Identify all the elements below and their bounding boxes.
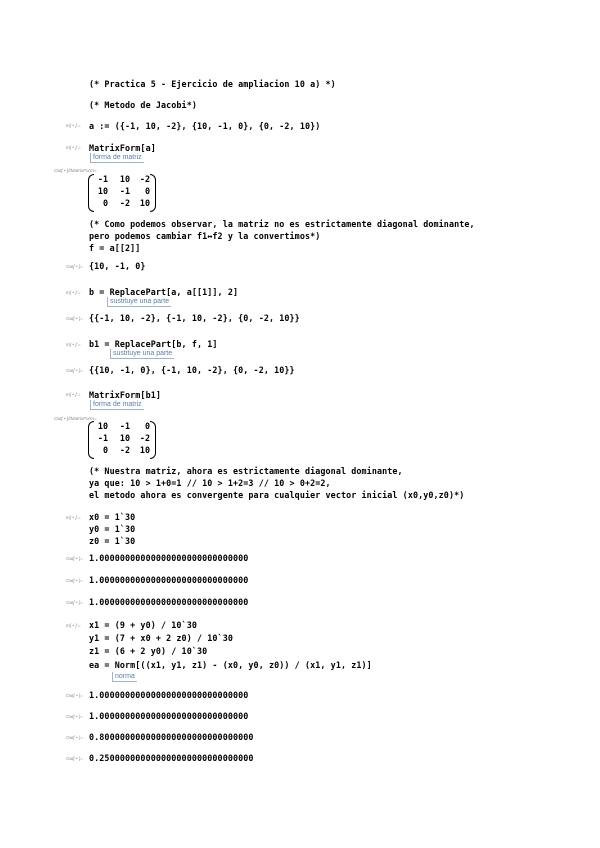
- matrix-cell: -1: [119, 421, 130, 431]
- input-cell-define-b[interactable]: b = ReplacePart[a, a[[1]], 2]: [89, 287, 239, 297]
- matrix-b1-output: [88, 421, 156, 459]
- input-cell-x0[interactable]: x0 = 1`30: [89, 512, 136, 522]
- matrix-cell: 10: [139, 198, 150, 208]
- input-cell-define-b1[interactable]: b1 = ReplacePart[b, f, 1]: [89, 339, 218, 349]
- output-y1: 1.00000000000000000000000000000: [89, 711, 249, 721]
- matrix-cell: -1: [97, 174, 108, 184]
- input-cell-define-a[interactable]: a := ({-1, 10, -2}, {10, -1, 0}, {0, -2, 10}): [89, 121, 321, 131]
- hint-norma: norma: [112, 672, 137, 682]
- input-cell-ea[interactable]: ea = Norm[((x1, y1, z1) - (x0, y0, z0)) / (x1, y1, z1)]: [89, 660, 372, 670]
- right-paren-icon: [150, 421, 156, 459]
- matrix-cell: -2: [139, 433, 150, 443]
- output-label: Out[ • ]=: [66, 714, 83, 719]
- output-x0: 1.00000000000000000000000000000: [89, 553, 249, 563]
- hint-forma-de-matriz: forma de matriz: [90, 153, 144, 163]
- input-cell-y1[interactable]: y1 = (7 + x0 + 2 z0) / 10`30: [89, 633, 233, 643]
- matrix-cell: 10: [119, 433, 130, 443]
- input-cell-z1[interactable]: z1 = (6 + 2 y0) / 10`30: [89, 646, 208, 656]
- input-cell-y0[interactable]: y0 = 1`30: [89, 524, 136, 534]
- hint-sustituye-una-parte: sustituye una parte: [110, 349, 174, 359]
- matrixform-output-label: Out[ • ]//MatrixForm=: [54, 168, 97, 173]
- matrix-cell: 10: [119, 174, 130, 184]
- comment-dominance-line-3: el metodo ahora es convergente para cualquier vector inicial (x0,y0,z0)*): [89, 490, 465, 500]
- matrix-cell: 10: [97, 421, 108, 431]
- output-z1: 0.800000000000000000000000000000: [89, 732, 254, 742]
- comment-observation-line-2: pero podemos cambiar f1↔f2 y la convertimos*): [89, 231, 321, 241]
- output-x1: 1.00000000000000000000000000000: [89, 690, 249, 700]
- input-label: In[ • ]:=: [66, 623, 81, 628]
- hint-forma-de-matriz: forma de matriz: [90, 400, 144, 410]
- matrix-cell: 10: [139, 445, 150, 455]
- input-label: In[ • ]:=: [66, 123, 81, 128]
- comment-method: (* Metodo de Jacobi*): [89, 100, 197, 110]
- output-f: {10, -1, 0}: [89, 261, 146, 271]
- output-label: Out[ • ]=: [66, 368, 83, 373]
- hint-sustituye-una-parte: sustituye una parte: [107, 297, 171, 307]
- input-cell-x1[interactable]: x1 = (9 + y0) / 10`30: [89, 620, 197, 630]
- matrix-cell: -2: [119, 445, 130, 455]
- output-label: Out[ • ]=: [66, 578, 83, 583]
- output-b: {{-1, 10, -2}, {-1, 10, -2}, {0, -2, 10}}: [89, 313, 300, 323]
- output-y0: 1.00000000000000000000000000000: [89, 575, 249, 585]
- matrix-cell: -2: [119, 198, 130, 208]
- matrix-cell: 0: [144, 186, 150, 196]
- output-ea: 0.250000000000000000000000000000: [89, 753, 254, 763]
- matrix-cell: 0: [144, 421, 150, 431]
- output-label: Out[ • ]=: [66, 693, 83, 698]
- output-label: Out[ • ]=: [66, 600, 83, 605]
- comment-title: (* Practica 5 - Ejercicio de ampliacion 10 a) *): [89, 79, 336, 89]
- comment-observation-line-1: (* Como podemos observar, la matriz no es estrictamente diagonal dominante,: [89, 219, 475, 229]
- matrix-cell: -2: [139, 174, 150, 184]
- input-label: In[ • ]:=: [66, 342, 81, 347]
- output-label: Out[ • ]=: [66, 316, 83, 321]
- input-cell-z0[interactable]: z0 = 1`30: [89, 536, 136, 546]
- output-label: Out[ • ]=: [66, 735, 83, 740]
- right-paren-icon: [150, 174, 156, 212]
- output-label: Out[ • ]=: [66, 264, 83, 269]
- input-label: In[ • ]:=: [66, 515, 81, 520]
- matrix-cell: 0: [102, 198, 108, 208]
- matrix-cell: 0: [102, 445, 108, 455]
- output-label: Out[ • ]=: [66, 756, 83, 761]
- comment-dominance-line-1: (* Nuestra matriz, ahora es estrictamente diagonal dominante,: [89, 466, 403, 476]
- matrix-cell: -1: [97, 433, 108, 443]
- input-cell-matrixform-b1[interactable]: MatrixForm[b1]: [89, 390, 161, 400]
- output-label: Out[ • ]=: [66, 556, 83, 561]
- output-b1: {{10, -1, 0}, {-1, 10, -2}, {0, -2, 10}}: [89, 365, 295, 375]
- matrix-cell: 10: [97, 186, 108, 196]
- matrix-a-output: [88, 174, 156, 212]
- input-label: In[ • ]:=: [66, 392, 81, 397]
- input-cell-define-f[interactable]: f = a[[2]]: [89, 243, 141, 253]
- output-z0: 1.00000000000000000000000000000: [89, 597, 249, 607]
- input-label: In[ • ]:=: [66, 290, 81, 295]
- matrix-cell: -1: [119, 186, 130, 196]
- input-label: In[ • ]:=: [66, 145, 81, 150]
- input-cell-matrixform-a[interactable]: MatrixForm[a]: [89, 143, 156, 153]
- matrixform-output-label: Out[ • ]//MatrixForm=: [54, 416, 97, 421]
- comment-dominance-line-2: ya que: 10 > 1+0=1 // 10 > 1+2=3 // 10 > 0+2=2,: [89, 478, 331, 488]
